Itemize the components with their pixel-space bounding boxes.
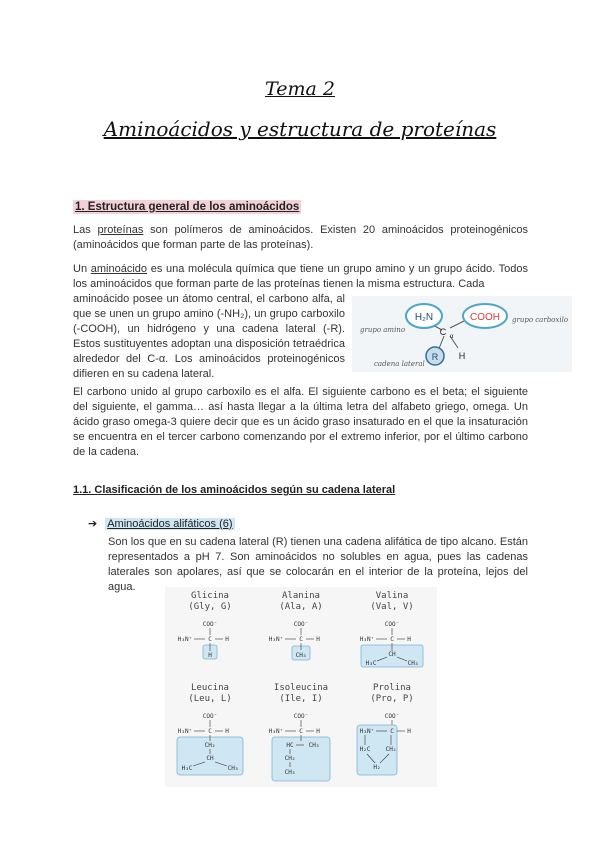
label-h3n: H₃N⁺ xyxy=(359,728,375,735)
bullet-aminoacidos-alifaticos xyxy=(88,517,235,530)
label-h2c: H₂C xyxy=(359,746,371,753)
label-ch: CH xyxy=(388,651,396,658)
text-p1-rest: son polímeros de aminoácidos. Existen 20 aminoácidos proteinogénicos (aminoácidos que forman parte de las proteínas). xyxy=(73,224,528,251)
label-h3c: H₃C xyxy=(181,765,193,772)
aa-name: Alanina xyxy=(282,591,320,601)
aa-code: (Gly, G) xyxy=(188,602,232,612)
aa-code: (Ile, I) xyxy=(279,694,323,704)
label-ch3: CH₃ xyxy=(227,765,239,772)
label-coo: COO⁻ xyxy=(384,713,400,720)
label-h3n: H₃N⁺ xyxy=(268,636,284,643)
label-h3n: H₃N⁺ xyxy=(359,636,375,643)
label-coo: COO⁻ xyxy=(384,621,400,628)
link-proteinas[interactable]: proteínas xyxy=(97,224,144,236)
link-aminoacido[interactable]: aminoácido xyxy=(90,263,148,275)
aa-alanina xyxy=(256,591,346,680)
aa-isoleucina xyxy=(256,683,346,792)
label-hc: HC xyxy=(286,742,294,749)
aa-glicina xyxy=(165,591,255,680)
label-h3n: H₃N⁺ xyxy=(177,728,193,735)
label-ch3-end: CH₃ xyxy=(284,769,296,776)
label-h: H xyxy=(407,728,411,735)
label-h3c: H₃C xyxy=(365,660,377,667)
label-h3n: H₃N⁺ xyxy=(268,728,284,735)
aa-name: Glicina xyxy=(191,591,229,601)
label-h: H xyxy=(407,636,411,643)
text-un: Un xyxy=(73,263,91,275)
label-h: H xyxy=(316,636,320,643)
aa-leucina xyxy=(165,683,255,792)
label-coo: COO⁻ xyxy=(293,713,309,720)
page-title-tema: Tema 2 xyxy=(265,78,335,100)
label-ch2: CH₂ xyxy=(385,746,397,753)
paragraph-carbono-alfa-beta: El carbono unido al grupo carboxilo es el alfa. El siguiente carbono es el beta; el siguiente del siguiente, el gamma… así hasta llegar a la última letra del alfabeto griego, omega. Un ácido graso omega-3 quiere decir que es un ácido graso insaturado en el que la insaturación se encuentra en el tercer carbono comenzando por el extremo inferior, por el último carbono de la cadena. xyxy=(73,386,528,458)
label-cadena-lateral: cadena lateral xyxy=(374,360,425,368)
structure-prolina xyxy=(347,707,437,787)
label-h: H xyxy=(225,636,229,643)
label-c: C xyxy=(390,636,394,643)
label-grupo-carboxilo: grupo carboxilo xyxy=(512,316,569,324)
paragraph-proteinas xyxy=(73,223,528,253)
text-p2-line1: es una molécula química que tiene un grupo amino y un grupo ácido. Todos los aminoácidos que forman parte de las proteínas tienen la misma estructura. Cada xyxy=(73,263,528,290)
alpha-symbol: α xyxy=(450,334,454,340)
aa-name: Valina xyxy=(375,591,409,601)
alpha-carbon-text: C xyxy=(439,327,447,337)
label-c: C xyxy=(208,728,212,735)
aliphatic-aminoacids-figure xyxy=(165,587,437,787)
carboxyl-group-text: COOH xyxy=(470,312,500,323)
r-group-text: R xyxy=(431,352,439,362)
label-ch2: CH₂ xyxy=(204,742,216,749)
structure-glicina xyxy=(165,615,255,675)
label-h3n: H₃N⁺ xyxy=(177,636,193,643)
label-ch2: CH₂ xyxy=(284,755,296,762)
label-coo: COO⁻ xyxy=(293,621,309,628)
label-ch3: CH₃ xyxy=(295,652,307,659)
structure-valina xyxy=(347,615,437,675)
label-grupo-amino: grupo amino xyxy=(360,326,406,334)
structure-isoleucina xyxy=(256,707,346,787)
aa-code: (Leu, L) xyxy=(188,694,232,704)
label-c: C xyxy=(299,728,303,735)
amino-group-text: H₂N xyxy=(414,312,434,323)
bullet-text: Aminoácidos alifáticos (6) xyxy=(107,517,233,530)
label-ch3: CH₃ xyxy=(308,742,320,749)
paragraph-alifaticos: Son los que en su cadena lateral (R) tienen una cadena alifática de tipo alcano. Están representados a pH 7. Son aminoácidos no solubles en agua, pues las cadenas laterales son apolares, así que se colocarán en el interior de la proteína, lejos del agua. xyxy=(108,536,528,593)
aa-code: (Ala, A) xyxy=(279,602,323,612)
aa-code: (Val, V) xyxy=(370,602,414,612)
page-title-main: Aminoácidos y estructura de proteínas xyxy=(103,117,497,141)
label-c: C xyxy=(390,728,394,735)
text-las: Las xyxy=(73,224,98,236)
label-ch: CH xyxy=(206,755,214,762)
label-h-side: H xyxy=(208,652,212,659)
section-1-1-heading: 1.1. Clasificación de los aminoácidos según su cadena lateral xyxy=(73,484,396,496)
aa-code: (Pro, P) xyxy=(370,694,414,704)
label-coo: COO⁻ xyxy=(202,621,218,628)
label-coo: COO⁻ xyxy=(202,713,218,720)
aa-name: Leucina xyxy=(191,683,229,693)
aa-valina xyxy=(347,591,437,680)
aa-name: Prolina xyxy=(373,683,411,693)
h-atom-text: H xyxy=(458,351,466,361)
label-h: H xyxy=(316,728,320,735)
section-1-heading: 1. Estructura general de los aminoácidos xyxy=(75,201,300,213)
paragraph-aminoacido-intro xyxy=(73,262,528,292)
aminoacid-structure-diagram xyxy=(352,296,572,372)
aa-prolina xyxy=(347,683,437,792)
label-h: H xyxy=(225,728,229,735)
arrow-right-icon: ➔ xyxy=(88,518,98,530)
label-h2: H₂ xyxy=(373,764,381,771)
label-c: C xyxy=(299,636,303,643)
paragraph-carbono-alfa: aminoácido posee un átomo central, el carbono alfa, al que se unen un grupo amino (-NH₂), un grupo carboxilo (-COOH), un hidrógeno y una cadena lateral (-R). Estos sustituyentes adoptan una disposición tetraédrica alrededor del C-α. Los aminoácidos proteinogénicos difieren en su cadena lateral. xyxy=(73,293,345,380)
structure-leucina xyxy=(165,707,255,787)
aa-name: Isoleucina xyxy=(273,683,329,693)
label-c: C xyxy=(208,636,212,643)
structure-alanina xyxy=(256,615,346,675)
label-ch3: CH₃ xyxy=(407,660,419,667)
